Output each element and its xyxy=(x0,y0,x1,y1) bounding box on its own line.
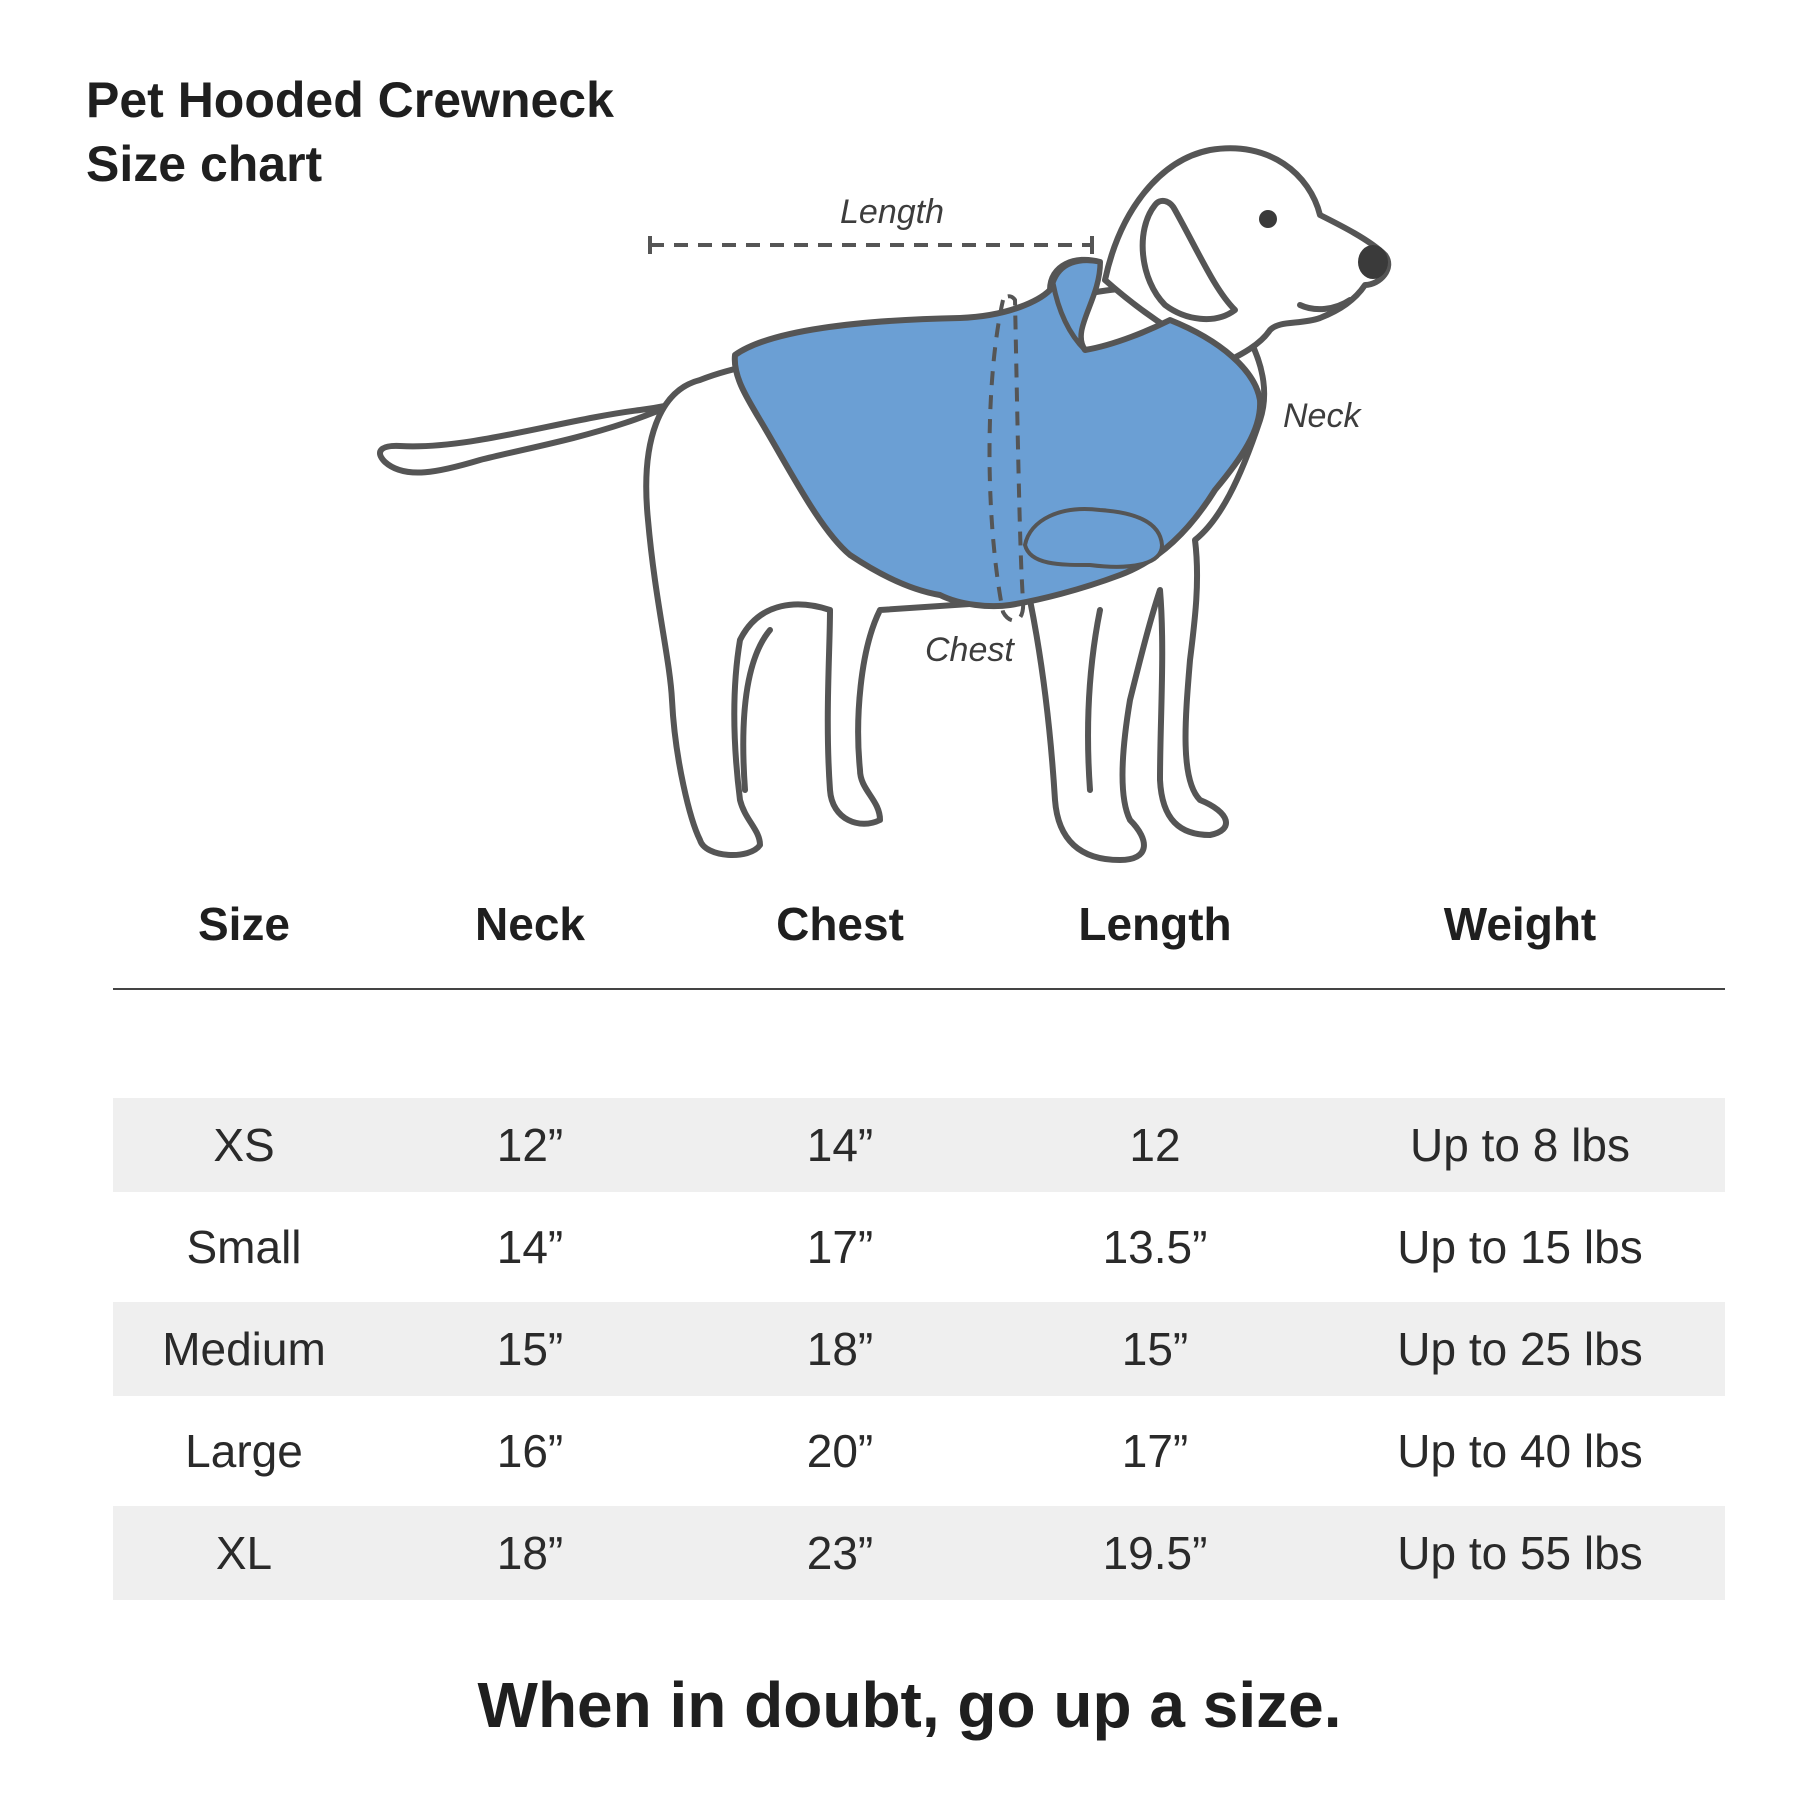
dog-eye xyxy=(1259,210,1277,228)
dog-nose xyxy=(1358,245,1388,279)
cell-chest: 23” xyxy=(806,1527,874,1579)
header-length: Length xyxy=(1078,898,1232,950)
cell-size: Small xyxy=(186,1221,302,1273)
title-line-1: Pet Hooded Crewneck xyxy=(86,72,614,128)
title-line-2: Size chart xyxy=(86,136,323,192)
chest-label: Chest xyxy=(925,631,1014,669)
cell-size: XS xyxy=(213,1119,275,1171)
header-chest: Chest xyxy=(776,898,904,950)
table-header-row xyxy=(113,880,1725,990)
cell-chest: 18” xyxy=(806,1323,874,1375)
dog-measurement-diagram xyxy=(0,0,1819,880)
cell-size: Medium xyxy=(162,1323,326,1375)
cell-weight: Up to 25 lbs xyxy=(1397,1323,1643,1375)
footer-note: When in doubt, go up a size. xyxy=(477,1669,1342,1741)
table-row xyxy=(113,1302,1725,1396)
cell-length: 17” xyxy=(1121,1425,1189,1477)
cell-weight: Up to 55 lbs xyxy=(1397,1527,1643,1579)
table-row xyxy=(113,1192,1725,1302)
cell-length: 19.5” xyxy=(1102,1527,1208,1579)
header-weight: Weight xyxy=(1443,898,1597,950)
cell-neck: 18” xyxy=(496,1527,564,1579)
header-neck: Neck xyxy=(475,898,585,950)
cell-neck: 15” xyxy=(496,1323,564,1375)
cell-weight: Up to 40 lbs xyxy=(1397,1425,1643,1477)
cell-neck: 12” xyxy=(496,1119,564,1171)
cell-length: 13.5” xyxy=(1102,1221,1208,1273)
neck-label: Neck xyxy=(1283,397,1361,435)
table-row xyxy=(113,1098,1725,1192)
cell-weight: Up to 8 lbs xyxy=(1410,1119,1630,1171)
cell-size: XL xyxy=(215,1527,273,1579)
header-size: Size xyxy=(197,898,291,950)
cell-chest: 14” xyxy=(806,1119,874,1171)
cell-neck: 16” xyxy=(496,1425,564,1477)
cell-chest: 20” xyxy=(806,1425,874,1477)
table-row xyxy=(113,1396,1725,1506)
table-body xyxy=(113,1098,1725,1600)
table-row xyxy=(113,1506,1725,1600)
cell-chest: 17” xyxy=(806,1221,874,1273)
cell-size: Large xyxy=(185,1425,303,1477)
cell-length: 15” xyxy=(1121,1323,1189,1375)
length-label: Length xyxy=(840,193,944,231)
cell-neck: 14” xyxy=(496,1221,564,1273)
cell-length: 12 xyxy=(1129,1119,1181,1171)
size-table xyxy=(113,880,1725,1579)
cell-weight: Up to 15 lbs xyxy=(1397,1221,1643,1273)
hoodie-sleeve xyxy=(1025,509,1162,567)
